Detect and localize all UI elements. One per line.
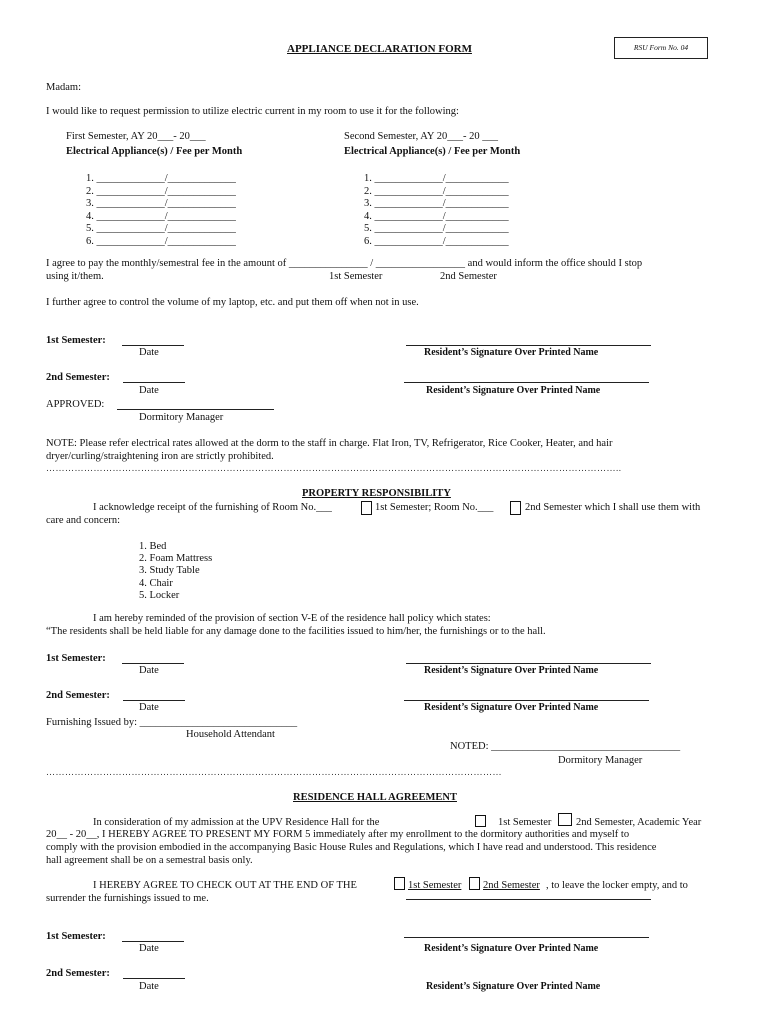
list-item: 2. Foam Mattress xyxy=(139,553,213,565)
sig2-second-sem-signature-line[interactable] xyxy=(404,700,649,701)
checkout-text-a: I HEREBY AGREE TO CHECK OUT AT THE END OF THE xyxy=(93,880,357,891)
sig1-second-sem-signature-line[interactable] xyxy=(404,382,649,383)
agreement-para1-line4: hall agreement shall be on a semestral basis only. xyxy=(46,855,253,866)
furnishing-list xyxy=(139,541,212,602)
fee-second-sem-label: 2nd Semester xyxy=(440,271,497,282)
agreement-first-sem-checkbox[interactable] xyxy=(475,815,486,827)
date-label: Date xyxy=(139,981,159,992)
dorm-manager-label: Dormitory Manager xyxy=(558,755,643,766)
sig2-first-sem-date-line[interactable] xyxy=(122,663,184,664)
second-sem-heading: Second Semester, AY 20___- 20 ___ xyxy=(344,131,498,142)
fee-agreement-line1: I agree to pay the monthly/semestral fee in the amount of _______________ / _________________ and would inform the office should I stop xyxy=(46,258,643,269)
agreement-para1-line3: comply with the provision embodied in the accompanying Basic House Rules and Regulations, which I have read and understood. This residence xyxy=(46,842,657,853)
checkout-line2: surrender the furnishings issued to me. xyxy=(46,893,209,904)
list-item[interactable]: 6. _____________/_____________ xyxy=(86,235,236,247)
list-item[interactable]: 4. _____________/____________ xyxy=(364,210,509,222)
dorm-manager-label: Dormitory Manager xyxy=(139,412,224,423)
first-sem-appliance-list xyxy=(86,173,236,248)
first-sem-heading: First Semester, AY 20___- 20___ xyxy=(66,131,206,142)
list-item[interactable]: 1. _____________/_____________ xyxy=(86,173,236,184)
list-item: 3. Study Table xyxy=(139,565,200,577)
sig2-second-sem-date-line[interactable] xyxy=(123,700,185,701)
resident-signature-label: Resident’s Signature Over Printed Name xyxy=(424,943,599,954)
date-label: Date xyxy=(139,665,159,676)
date-label: Date xyxy=(139,347,159,358)
sig1-first-sem-signature-line[interactable] xyxy=(406,345,651,346)
sig2-first-sem-signature-line[interactable] xyxy=(406,663,651,664)
property-heading: PROPERTY RESPONSIBILITY xyxy=(302,488,451,499)
fee-first-sem-label: 1st Semester xyxy=(329,271,383,282)
note-line2: dryer/curling/straightening iron are strictly prohibited. xyxy=(46,451,274,462)
approved-label: APPROVED: xyxy=(46,399,105,410)
sig1-second-sem-label: 2nd Semester: xyxy=(46,372,110,383)
checkout-text-d: , to leave the locker empty, and to xyxy=(546,880,688,891)
list-item[interactable]: 3. _____________/_____________ xyxy=(86,198,236,209)
date-label: Date xyxy=(139,702,159,713)
agreement-para1-c: 2nd Semester, Academic Year xyxy=(576,817,702,828)
resident-signature-label: Resident’s Signature Over Printed Name xyxy=(424,665,599,676)
sig1-first-sem-date-line[interactable] xyxy=(122,345,184,346)
agreement-second-sem-checkbox[interactable] xyxy=(558,813,572,826)
sig2-first-sem-label: 1st Semester: xyxy=(46,653,106,664)
sig1-second-sem-date-line[interactable] xyxy=(123,382,185,383)
date-label: Date xyxy=(139,385,159,396)
resident-signature-label: Resident’s Signature Over Printed Name xyxy=(424,347,599,358)
reminder-line2: “The residents shall be held liable for any damage done to the facilities issued to him/her, the furnishings or to the hall. xyxy=(46,626,546,637)
sig3-second-sem-label: 2nd Semester: xyxy=(46,968,110,979)
room-first-sem-checkbox[interactable] xyxy=(361,501,372,515)
section-divider: ……………………………………………………………………………………………………………………………… xyxy=(46,767,502,777)
resident-signature-label: Resident’s Signature Over Printed Name xyxy=(424,702,599,713)
checkout-text-c: 2nd Semester xyxy=(483,880,540,891)
sig3-second-sem-date-line[interactable] xyxy=(123,978,185,979)
sig1-first-sem-label: 1st Semester: xyxy=(46,335,106,346)
first-sem-column-label: Electrical Appliance(s) / Fee per Month xyxy=(66,146,243,157)
list-item[interactable]: 4. _____________/_____________ xyxy=(86,210,236,222)
sig3-first-sem-label: 1st Semester: xyxy=(46,931,106,942)
salutation: Madam: xyxy=(46,82,81,93)
list-item[interactable]: 6. _____________/____________ xyxy=(364,235,509,247)
resident-signature-label: Resident’s Signature Over Printed Name xyxy=(426,981,601,992)
approved-signature-line[interactable] xyxy=(117,409,274,410)
list-item: 4. Chair xyxy=(139,577,173,589)
ack-text-part1: I acknowledge receipt of the furnishing of Room No.___ xyxy=(93,502,332,513)
date-label: Date xyxy=(139,943,159,954)
note-line1: NOTE: Please refer electrical rates allowed at the dorm to the staff in charge. Flat Iron, TV, Refrigerator, Rice Cooker, Heater, and hair xyxy=(46,438,613,449)
household-attendant-label: Household Attendant xyxy=(186,729,275,740)
second-sem-appliance-list xyxy=(364,173,509,248)
agreement-para1-b: 1st Semester xyxy=(498,817,552,828)
room-second-sem-checkbox[interactable] xyxy=(510,501,521,515)
checkout-signature-line[interactable] xyxy=(406,899,651,900)
noted-line[interactable]: NOTED: ____________________________________ xyxy=(450,741,681,752)
second-sem-column-label: Electrical Appliance(s) / Fee per Month xyxy=(344,146,521,157)
form-number-badge: RSU Form No. 04 xyxy=(614,37,708,59)
ack-text-part3: 2nd Semester which I shall use them with xyxy=(525,502,701,513)
list-item[interactable]: 2. _____________/_____________ xyxy=(86,185,236,197)
agreement-para1-a: In consideration of my admission at the UPV Residence Hall for the xyxy=(93,817,380,828)
resident-signature-label: Resident’s Signature Over Printed Name xyxy=(426,385,601,396)
fee-agreement-line2: using it/them. xyxy=(46,271,104,282)
list-item[interactable]: 5. _____________/_____________ xyxy=(86,223,236,234)
reminder-line1: I am hereby reminded of the provision of section V-E of the residence hall policy which states: xyxy=(93,613,491,624)
ack-text-line2: care and concern: xyxy=(46,515,121,526)
section-divider: ……………………………………………………………………………………………………………………………………………………………….. xyxy=(46,463,622,473)
agreement-para1-line2: 20__ - 20__, I HEREBY AGREE TO PRESENT MY FORM 5 immediately after my enrollment to the dormitory authorities and myself to xyxy=(46,829,630,840)
list-item: 5. Locker xyxy=(139,589,180,601)
list-item[interactable]: 5. _____________/____________ xyxy=(364,223,509,234)
checkout-second-sem-checkbox[interactable] xyxy=(469,877,480,890)
list-item[interactable]: 1. _____________/____________ xyxy=(364,173,509,184)
checkout-first-sem-checkbox[interactable] xyxy=(394,877,405,890)
list-item[interactable]: 2. _____________/____________ xyxy=(364,185,509,197)
sig3-first-sem-date-line[interactable] xyxy=(122,941,184,942)
checkout-text-b: 1st Semester xyxy=(408,880,462,891)
list-item[interactable]: 3. _____________/____________ xyxy=(364,198,509,209)
volume-agreement: I further agree to control the volume of my laptop, etc. and put them off when not in use. xyxy=(46,297,419,308)
sig2-second-sem-label: 2nd Semester: xyxy=(46,690,110,701)
ack-text-part2: 1st Semester; Room No.___ xyxy=(375,502,494,513)
sig3-first-sem-signature-line[interactable] xyxy=(404,937,649,938)
agreement-heading: RESIDENCE HALL AGREEMENT xyxy=(293,792,457,803)
furnishing-issued-by[interactable]: Furnishing Issued by: ______________________________ xyxy=(46,717,298,728)
list-item: 1. Bed xyxy=(139,541,167,552)
form-title: APPLIANCE DECLARATION FORM xyxy=(287,43,472,55)
intro-text: I would like to request permission to utilize electric current in my room to use it for the following: xyxy=(46,106,459,117)
